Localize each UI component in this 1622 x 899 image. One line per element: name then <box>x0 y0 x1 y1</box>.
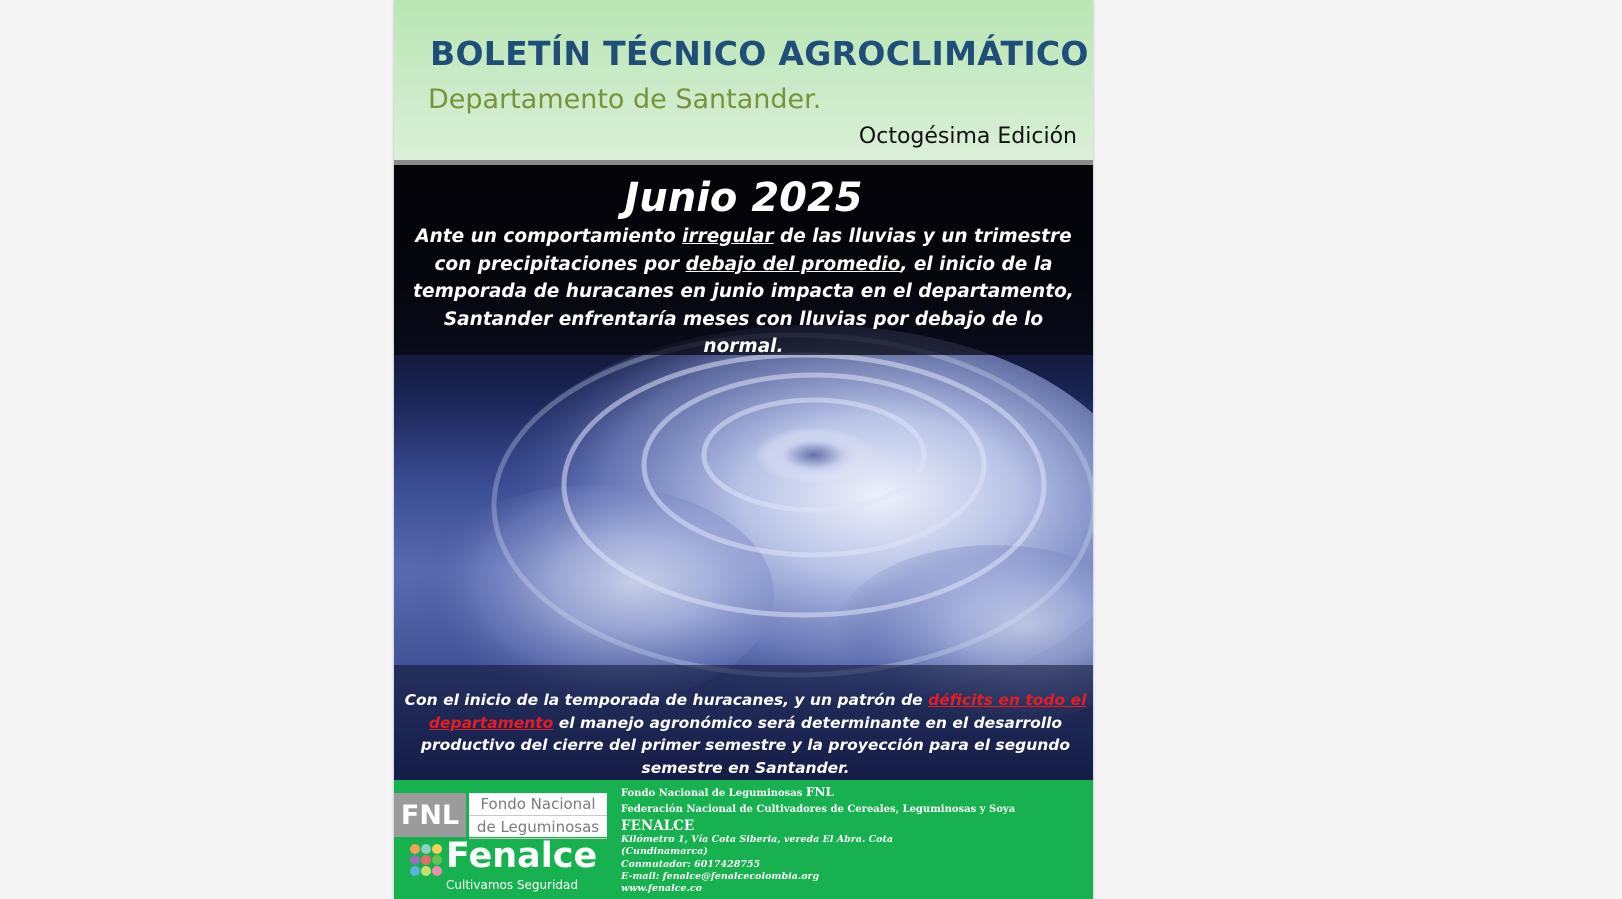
info-fnl-abbr: FNL <box>805 785 834 799</box>
lead-text-2: de las lluvias y un trimestre con precipitaciones por <box>434 226 1072 275</box>
edition-label: Octogésima Edición <box>858 124 1077 149</box>
closing-emphasis-deficits: déficits en todo el departamento <box>428 691 1087 732</box>
lead-paragraph <box>408 223 1079 361</box>
info-fnl-text: Fondo Nacional de Leguminosas <box>621 788 806 799</box>
header-band <box>394 0 1093 160</box>
bulletin-subtitle: Departamento de Santander. <box>428 84 822 115</box>
cover-image-area <box>394 165 1093 780</box>
bulletin-title: BOLETÍN TÉCNICO AGROCLIMÁTICO <box>430 34 1089 73</box>
closing-text-1: Con el inicio de la temporada de huracanes, y un patrón de <box>404 691 929 709</box>
info-federation-line: Federación Nacional de Cultivadores de Cereales, Leguminosas y Soya <box>621 804 1016 815</box>
fenalce-logo <box>408 836 608 896</box>
closing-paragraph <box>398 689 1093 779</box>
fenalce-dots-icon <box>408 842 444 878</box>
info-address-2: (Cundinamarca) <box>621 846 708 858</box>
lead-emphasis-irregular: irregular <box>682 226 774 247</box>
closing-text-2: el manejo agronómico será determinante en el desarrollo productivo del cierre del primer semestre y la proyección para el segundo semestre en Santander. <box>420 713 1071 777</box>
lead-emphasis-below-average: debajo del promedio <box>685 253 901 275</box>
info-fenalce-line: FENALCE <box>621 818 695 834</box>
info-website[interactable]: www.fenalce.co <box>621 883 702 895</box>
fnl-name-line-2: de Leguminosas <box>469 816 607 839</box>
footer-band <box>394 780 1093 899</box>
info-phone: Conmutador: 6017428755 <box>621 858 761 870</box>
edition-month: Junio 2025 <box>624 175 863 221</box>
bulletin-page <box>394 0 1093 899</box>
fnl-logo: FNL <box>394 793 466 837</box>
fenalce-tagline: Cultivamos Seguridad <box>446 878 578 892</box>
lead-text-1: Ante un comportamiento <box>415 226 683 247</box>
info-address-1: Kilómetro 1, Vía Cota Siberia, vereda El Abra. Cota <box>621 834 894 845</box>
info-email[interactable]: E-mail: fenalce@fenalcecolombia.org <box>621 870 820 882</box>
fnl-name-line-1: Fondo Nacional <box>469 793 607 816</box>
lead-text-3: , el inicio de la temporada de huracanes en junio impacta en el departamento, Santander enfrentaría meses con lluvias por debajo de lo normal. <box>413 253 1074 357</box>
fnl-logo-name <box>469 793 607 837</box>
contact-info <box>621 784 1081 895</box>
info-fnl-line <box>621 784 1081 802</box>
fenalce-wordmark: Fenalce <box>446 836 598 876</box>
